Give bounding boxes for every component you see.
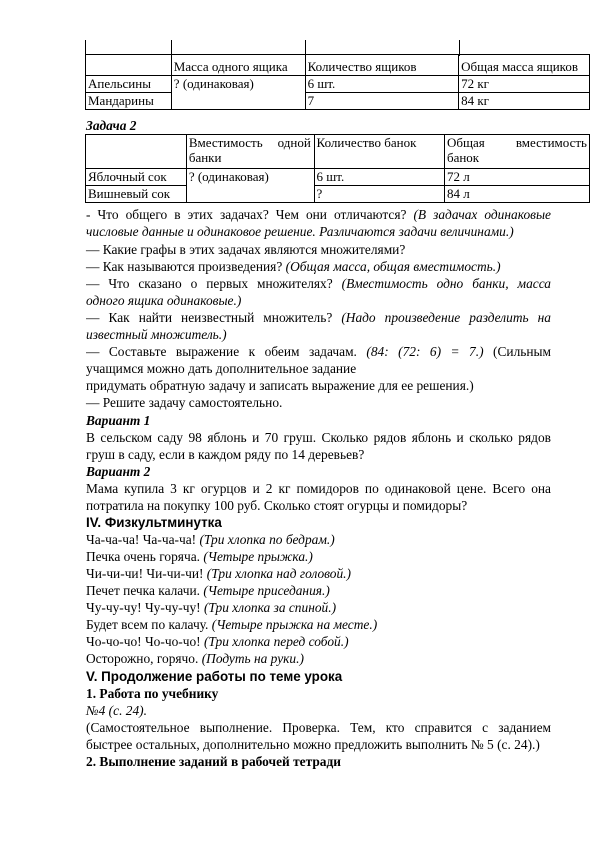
text-normal: Будет всем по калачу. — [86, 617, 212, 632]
table-cell: 6 шт. — [305, 76, 458, 93]
text-italic: (В задачах одинаковые — [413, 207, 551, 222]
subsection-title: 2. Выполнение заданий в рабочей тетради — [86, 754, 341, 769]
table-row — [86, 93, 590, 110]
text-line — [86, 223, 514, 240]
text-line — [86, 377, 474, 394]
text-normal: — Решите задачу самостоятельно. — [86, 395, 283, 410]
mass-table — [85, 54, 590, 110]
table-cell: Мандарины — [86, 93, 172, 110]
table-cell: Яблочный сок — [86, 169, 187, 186]
text-italic: известный множитель.) — [86, 327, 227, 342]
text-normal: Печет печка калачи. — [86, 583, 204, 598]
table-header-text: Вместимость одной банки — [188, 135, 311, 165]
table-cell — [186, 135, 314, 169]
table-cell: Количество ящиков — [305, 55, 458, 76]
text-line — [86, 258, 501, 275]
text-italic: (Три хлопка по бедрам.) — [199, 532, 335, 547]
table-row — [86, 76, 590, 93]
text-italic: (Четыре приседания.) — [203, 583, 330, 598]
table-border — [305, 40, 306, 56]
section4-title: IV. Физкультминутка — [86, 515, 222, 530]
table-cell: 72 кг — [459, 76, 590, 93]
text-line — [86, 548, 313, 565]
text-italic: (Вместимость одно банки, масса — [341, 276, 551, 291]
text-line — [86, 360, 356, 377]
text-normal: Чи-чи-чи! Чи-чи-чи! — [86, 566, 207, 581]
table-header-text: Общая вместимость банок — [446, 135, 587, 165]
text-line — [86, 633, 349, 650]
text-line — [86, 326, 227, 343]
text-line — [86, 531, 335, 548]
text-italic: (Четыре прыжка на месте.) — [211, 617, 378, 632]
text-italic: (Надо произведение разделить на — [341, 310, 551, 325]
text-normal: — Составьте выражение к обеим задачам. — [86, 344, 367, 359]
text-line — [86, 275, 551, 292]
table-cell: ? (одинаковая) — [171, 76, 305, 110]
table-cell: 72 л — [444, 169, 589, 186]
text-italic: числовые данные и одинаковое решение. Различаются задачи величинами.) — [86, 224, 514, 239]
text-normal: Чу-чу-чу! Чу-чу-чу! — [86, 600, 204, 615]
text-line: Мама купила 3 кг огурцов и 2 кг помидоров по одинаковой цене. Всего она — [86, 481, 551, 496]
textbook-reference: №4 (с. 24). — [86, 703, 147, 718]
text-italic: одного ящика одинаковые.) — [86, 293, 242, 308]
table-cell: Общая масса ящиков — [459, 55, 590, 76]
table-header-row — [86, 55, 590, 76]
table-cell: 6 шт. — [314, 169, 444, 186]
text-normal: — Какие графы в этих задачах являются множителями? — [86, 242, 406, 257]
text-line — [86, 650, 304, 667]
table-cell — [86, 135, 187, 169]
task2-title: Задача 2 — [86, 118, 137, 133]
text-line — [86, 565, 351, 582]
text-line — [86, 343, 551, 360]
variant1-title: Вариант 1 — [86, 413, 151, 428]
text-line: груш в саду, если в каждом ряду по 14 деревьев? — [86, 447, 365, 462]
text-normal: (Сильным — [483, 344, 551, 359]
text-line: В сельском саду 98 яблонь и 70 груш. Сколько рядов яблонь и сколько рядов — [86, 430, 551, 445]
text-line — [86, 241, 405, 258]
text-line — [86, 206, 551, 223]
table-cell: ? (одинаковая) — [186, 169, 314, 203]
text-line — [86, 582, 330, 599]
table-header-row — [86, 135, 590, 169]
text-italic: (Четыре прыжка.) — [203, 549, 313, 564]
table-row — [86, 186, 590, 203]
text-italic: (Три хлопка над головой.) — [206, 566, 351, 581]
text-normal: Чо-чо-чо! Чо-чо-чо! — [86, 634, 204, 649]
table-row — [86, 169, 590, 186]
text-normal: Ча-ча-ча! Ча-ча-ча! — [86, 532, 200, 547]
text-normal: - Что общего в этих задачах? Чем они отличаются? — [86, 207, 414, 222]
text-italic: (Три хлопка перед собой.) — [203, 634, 349, 649]
text-line — [86, 394, 282, 411]
text-normal: Осторожно, горячо. — [86, 651, 202, 666]
text-italic: (84: (72: 6) = 7.) — [366, 344, 484, 359]
text-line: (Самостоятельное выполнение. Проверка. Тем, кто справится с заданием — [86, 720, 551, 735]
table-cell: Масса одного ящика — [171, 55, 305, 76]
table-cell: 84 кг — [459, 93, 590, 110]
table-border — [459, 40, 460, 56]
table-cell: Вишневый сок — [86, 186, 187, 203]
text-normal: учащимся можно дать дополнительное задание — [86, 361, 357, 376]
subsection-title: 1. Работа по учебнику — [86, 686, 219, 701]
text-line — [86, 616, 377, 633]
text-line: быстрее остальных, дополнительно можно предложить выполнить № 5 (с. 24).) — [86, 737, 540, 752]
table-cell: 7 — [305, 93, 458, 110]
section5-title: V. Продолжение работы по теме урока — [86, 669, 343, 684]
text-line — [86, 309, 551, 326]
table-border — [171, 40, 172, 56]
text-normal: Печка очень горяча. — [86, 549, 204, 564]
text-line — [86, 599, 336, 616]
table-cell: Апельсины — [86, 76, 172, 93]
table-cell: ? — [314, 186, 444, 203]
table-border — [85, 40, 86, 56]
text-normal: — Что сказано о первых множителях? — [86, 276, 342, 291]
variant2-title: Вариант 2 — [86, 464, 151, 479]
text-line — [86, 292, 241, 309]
table-cell — [86, 55, 172, 76]
text-normal: придумать обратную задачу и записать выражение для ее решения.) — [86, 378, 474, 393]
text-italic: (Подуть на руки.) — [201, 651, 304, 666]
table-cell: 84 л — [444, 186, 589, 203]
table-cell — [444, 135, 589, 169]
text-italic: (Три хлопка за спиной.) — [203, 600, 337, 615]
volume-table — [85, 134, 590, 203]
text-italic: (Общая масса, общая вместимость.) — [285, 259, 501, 274]
table-cell: Количество банок — [314, 135, 444, 169]
text-normal: — Как называются произведения? — [86, 259, 286, 274]
text-line: потратила на покупку 100 руб. Сколько стоят огурцы и помидоры? — [86, 498, 468, 513]
text-normal: — Как найти неизвестный множитель? — [86, 310, 342, 325]
